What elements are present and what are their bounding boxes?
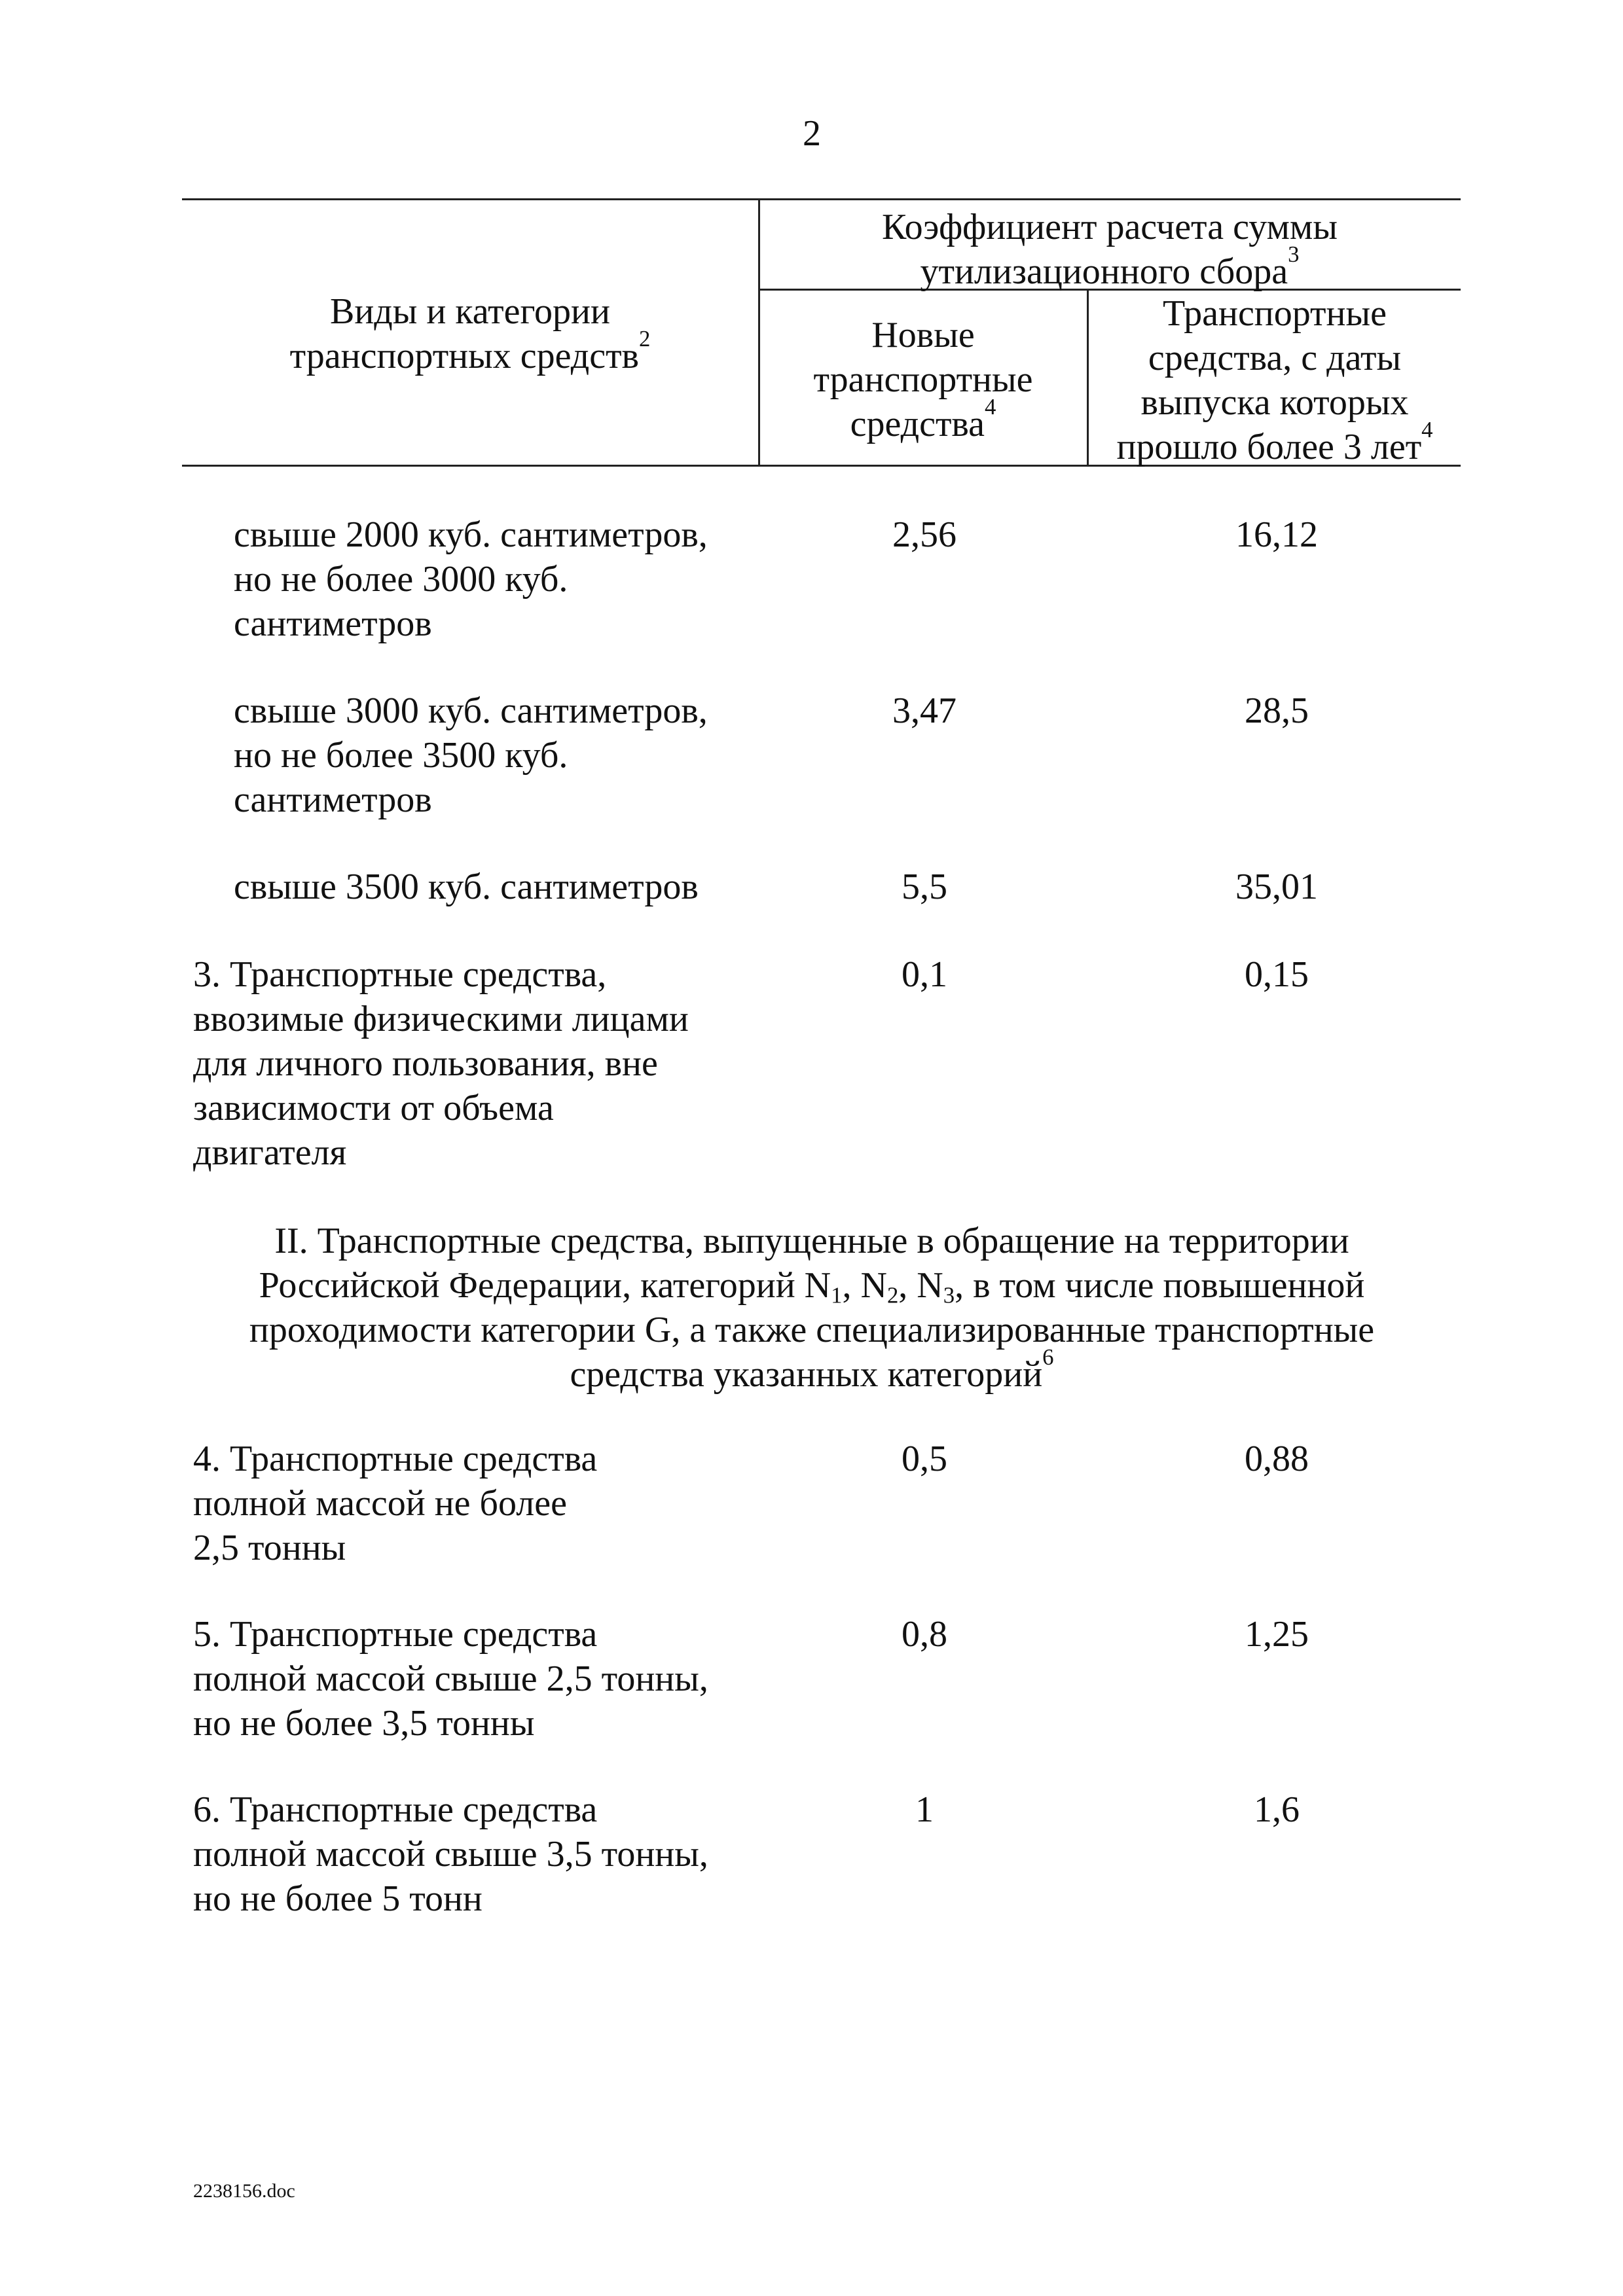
table-row-label: свыше 3500 куб. сантиметров [234, 867, 699, 907]
table-row-label: 5. Транспортные средства полной массой свыше 2,5 тонны, но не более 3,5 тонны [193, 1614, 708, 1744]
table-cell-used: 1,6 [1254, 1789, 1300, 1830]
page-number: 2 [803, 113, 821, 154]
header-new-vehicles: Новые транспортные средства$^4$ [813, 315, 1033, 444]
table-row-label: свыше 2000 куб. сантиметров, но не более 3000 куб. сантиметров [234, 514, 708, 644]
header-divider-2 [1087, 289, 1089, 467]
table-cell-used: 28,5 [1245, 691, 1309, 731]
document-filename: 2238156.doc [193, 2180, 295, 2202]
table-cell-used: 1,25 [1245, 1614, 1309, 1655]
table-cell-used: 0,88 [1245, 1439, 1309, 1479]
table-cell-new: 2,56 [892, 514, 957, 555]
table-cell-used: 0,15 [1245, 954, 1309, 995]
table-row-label: 4. Транспортные средства полной массой не более 2,5 тонны [193, 1439, 598, 1568]
header-vehicle-types: Виды и категории транспортных средств$^2$ [289, 291, 651, 376]
table-cell-new: 0,5 [902, 1439, 947, 1479]
header-divider-1 [758, 198, 760, 467]
table-row-label: 6. Транспортные средства полной массой свыше 3,5 тонны, но не более 5 тонн [193, 1789, 708, 1919]
table-cell-new: 0,1 [902, 954, 947, 995]
table-row-label: 3. Транспортные средства, ввозимые физическими лицами для личного пользования, вне зависимости от объема двигателя [193, 954, 689, 1173]
header-top-rule [182, 198, 1461, 200]
section-heading: II. Транспортные средства, выпущенные в обращение на территории Российской Федерации, категорий $N_1$, $N_2$, $N_3$, в том числе повышенной проходимости категории G, а также специализированные транспортные средства указанных категорий$^6$ [249, 1221, 1375, 1395]
table-row-label: свыше 3000 куб. сантиметров, но не более 3500 куб. сантиметров [234, 691, 708, 820]
header-used-vehicles: Транспортные средства, с даты выпуска которых прошло более 3 лет$^4$ [1116, 293, 1433, 467]
header-coefficient-title: Коэффициент расчета суммы утилизационного сбора$^3$ [882, 207, 1338, 292]
table-cell-used: 16,12 [1235, 514, 1318, 555]
table-cell-new: 5,5 [902, 867, 947, 907]
table-cell-new: 1 [915, 1789, 934, 1830]
table-cell-new: 3,47 [892, 691, 957, 731]
table-cell-new: 0,8 [902, 1614, 947, 1655]
table-cell-used: 35,01 [1235, 867, 1318, 907]
